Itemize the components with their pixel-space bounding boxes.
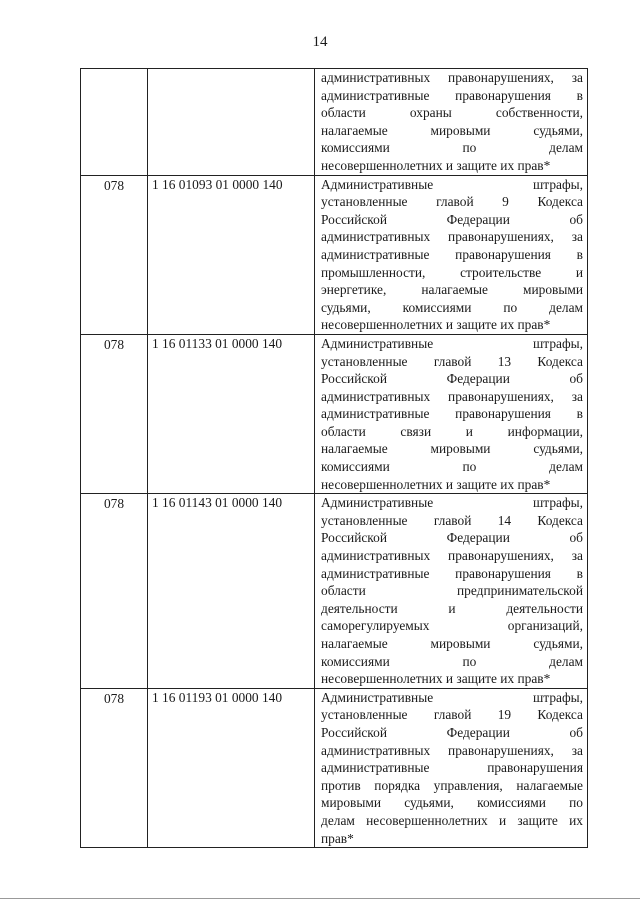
table-row — [81, 494, 588, 689]
kbk-code-cell — [148, 69, 315, 176]
description-line: комиссиями по делам — [321, 653, 583, 669]
description-line: Административные штрафы, — [321, 176, 583, 192]
description-line: Российской Федерации об — [321, 724, 583, 740]
description-cell — [315, 688, 588, 847]
description-line: установленные главой 13 Кодекса — [321, 353, 583, 369]
description-cell — [315, 334, 588, 493]
description-line: налагаемые мировыми судьями, — [321, 636, 583, 651]
description-line: Российской Федерации об — [321, 211, 583, 227]
description-line: административные правонарушения в — [321, 246, 583, 262]
description-line: области предпринимательской — [321, 583, 583, 599]
description-line: административных правонарушениях, за — [321, 388, 583, 404]
admin-code-cell — [81, 69, 148, 176]
description-line: административные правонарушения в — [321, 87, 583, 103]
kbk-code-cell: 1 16 01133 01 0000 140 — [148, 334, 315, 493]
description-line: установленные главой 14 Кодекса — [321, 512, 583, 528]
description-line: Российской Федерации об — [321, 371, 583, 387]
admin-code-cell: 078 — [81, 688, 148, 847]
description-line: энергетике, налагаемые мировыми — [321, 282, 583, 298]
description-line: установленные главой 19 Кодекса — [321, 707, 583, 723]
description-line: области связи и информации, — [321, 423, 583, 439]
description-line: деятельности и деятельности — [321, 600, 583, 616]
description-line: административных правонарушениях, за — [321, 70, 583, 85]
description-line: административных правонарушениях, за — [321, 548, 583, 564]
description-line: несовершеннолетних и защите их прав* — [321, 476, 551, 492]
description-cell — [315, 175, 588, 334]
description-cell — [315, 69, 588, 176]
description-line: промышленности, строительстве и — [321, 264, 583, 280]
description-line: налагаемые мировыми судьями, — [321, 441, 583, 457]
description-line: установленные главой 9 Кодекса — [321, 194, 583, 210]
description-line: административных правонарушениях, за — [321, 229, 583, 245]
description-line: комиссиями по делам — [321, 459, 583, 475]
description-line: несовершеннолетних и защите их прав* — [321, 317, 551, 333]
kbk-code-cell: 1 16 01093 01 0000 140 — [148, 175, 315, 334]
description-line: Административные штрафы, — [321, 335, 583, 351]
description-line: мировыми судьями, комиссиями по — [321, 795, 583, 811]
table-row — [81, 688, 588, 847]
description-line: налагаемые мировыми судьями, — [321, 122, 583, 138]
kbk-code-cell: 1 16 01193 01 0000 140 — [148, 688, 315, 847]
description-line: саморегулируемых организаций, — [321, 618, 583, 634]
admin-code-cell: 078 — [81, 334, 148, 493]
table-row — [81, 334, 588, 493]
description-line: комиссиями по делам — [321, 140, 583, 156]
description-line: против порядка управления, налагаемые — [321, 777, 583, 793]
admin-code-cell: 078 — [81, 494, 148, 689]
description-line: несовершеннолетних и защите их прав* — [321, 671, 551, 687]
description-line: административные правонарушения — [321, 760, 583, 776]
table-body — [81, 69, 588, 848]
table-row — [81, 69, 588, 176]
description-line: административных правонарушениях, за — [321, 742, 583, 758]
budget-classification-table — [80, 68, 588, 848]
table-row — [81, 175, 588, 334]
description-line: Российской Федерации об — [321, 530, 583, 546]
description-line: судьями, комиссиями по делам — [321, 299, 583, 315]
description-cell — [315, 494, 588, 689]
page-bottom-edge — [0, 898, 640, 899]
description-line: административные правонарушения в — [321, 406, 583, 422]
page-number: 14 — [312, 34, 328, 50]
description-line: прав* — [321, 830, 354, 846]
admin-code-cell: 078 — [81, 175, 148, 334]
description-line: Административные штрафы, — [321, 689, 583, 705]
description-line: административные правонарушения в — [321, 565, 583, 581]
description-line: несовершеннолетних и защите их прав* — [321, 157, 551, 173]
description-line: области охраны собственности, — [321, 105, 583, 121]
description-line: делам несовершеннолетних и защите их — [321, 812, 583, 828]
description-line: Административные штрафы, — [321, 495, 583, 511]
kbk-code-cell: 1 16 01143 01 0000 140 — [148, 494, 315, 689]
